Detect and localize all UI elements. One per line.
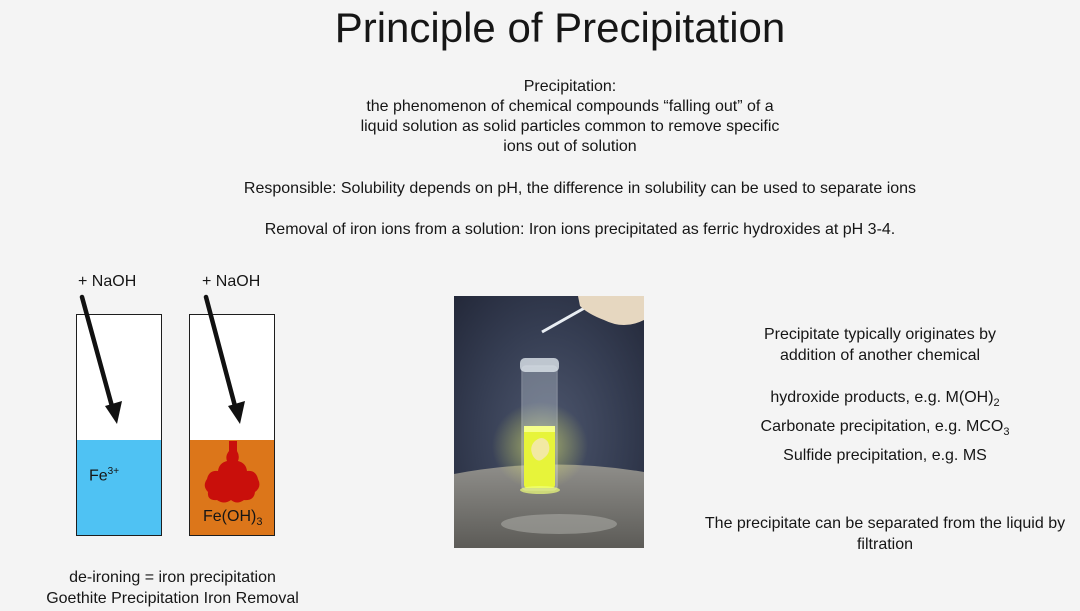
reagent-label-right: + NaOH bbox=[202, 273, 261, 290]
photo-test-vial bbox=[454, 296, 644, 548]
responsible-text: Responsible: Solubility depends on pH, the difference in solubility can be used to separate ions bbox=[243, 180, 917, 197]
arrow-down-icon bbox=[82, 297, 122, 424]
arrow-down-icon bbox=[206, 297, 245, 424]
vial-illustration bbox=[454, 296, 644, 548]
sulfide-example: Sulfide precipitation, e.g. MS bbox=[783, 447, 987, 465]
definition-line-2: liquid solution as solid particles common to remove specific bbox=[360, 118, 780, 135]
reagent-label-left: + NaOH bbox=[78, 273, 137, 290]
ion-label-fe3: $Fe^{3+}$ bbox=[89, 465, 120, 484]
page-title: Principle of Precipitation bbox=[334, 4, 786, 51]
origin-text bbox=[730, 324, 1030, 366]
definition-heading: Precipitation: bbox=[523, 78, 617, 95]
caption-line-2: Goethite Precipitation Iron Removal bbox=[46, 590, 299, 607]
diagram-caption bbox=[20, 567, 325, 609]
precipitate-examples bbox=[720, 386, 1050, 468]
origin-line-2: addition of another chemical bbox=[779, 347, 981, 364]
carbonate-example: Carbonate precipitation, e.g. $MCO_3$ bbox=[760, 418, 1010, 439]
definition-line-1: the phenomenon of chemical compounds “falling out” of a bbox=[366, 98, 774, 115]
hydroxide-example: hydroxide products, e.g. $M(OH)_2$ bbox=[770, 389, 1000, 410]
definition-line-3: ions out of solution bbox=[503, 138, 637, 155]
caption-line-1: de-ironing = iron precipitation bbox=[69, 569, 276, 586]
ion-label-feoh3: $Fe(OH)_3$ bbox=[203, 507, 263, 528]
origin-line-1: Precipitate typically originates by bbox=[763, 326, 997, 343]
filtration-text: The precipitate can be separated from the liquid by filtration bbox=[704, 515, 1066, 553]
removal-text: Removal of iron ions from a solution: Iron ions precipitated as ferric hydroxides at pH 3-4. bbox=[264, 221, 896, 238]
